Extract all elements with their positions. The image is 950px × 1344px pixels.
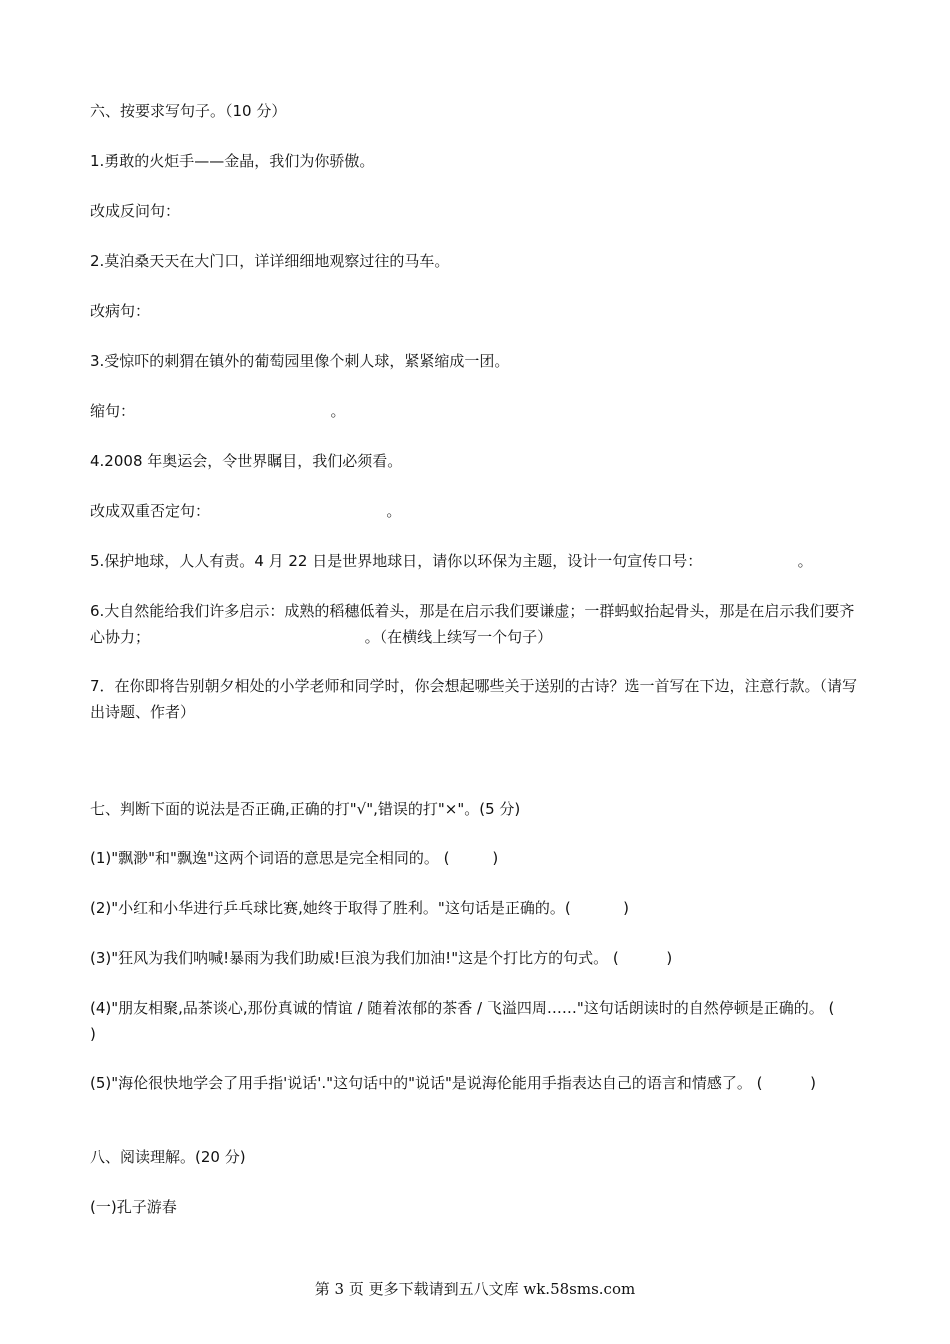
section7-heading: 七、判断下面的说法是否正确,正确的打"√",错误的打"×"。(5 分) [90,800,521,818]
question-5: 5.保护地球，人人有责。4 月 22 日是世界地球日，请你以环保为主题，设计一句宣传口号： 。 [90,552,813,570]
judgement-item-5: (5)"海伦很快地学会了用手指'说话'."这句话中的"说话"是说海伦能用手指表达自己的语言和情感了。 ( ) [90,1074,817,1092]
judgement-item-1: (1)"飘渺"和"飘逸"这两个词语的意思是完全相同的。 ( ) [90,849,499,867]
judgement-item-2: (2)"小红和小华进行乒乓球比赛,她终于取得了胜利。"这句话是正确的。( ) [90,899,629,917]
question-2-task: 改病句： [90,302,151,320]
question-4: 4.2008 年奥运会，令世界瞩目，我们必须看。 [90,452,403,470]
section8-heading: 八、阅读理解。(20 分) [90,1148,246,1166]
judgement-item-4: (4)"朋友相聚,品茶谈心,那份真诚的情谊 / 随着浓郁的茶香 / 飞溢四周……"这句话朗读时的自然停顿是正确的。 ( ) [90,999,878,1043]
question-4-task: 改成双重否定句： 。 [90,502,402,520]
question-7: 7．在你即将告别朝夕相处的小学老师和同学时，你会想起哪些关于送别的古诗？选一首写在下边，注意行款。（请写出诗题、作者） [90,677,858,721]
question-1-task: 改成反问句： [90,202,181,220]
section6-heading: 六、按要求写句子。（10 分） [90,102,287,120]
question-1: 1.勇敢的火炬手——金晶，我们为你骄傲。 [90,152,375,170]
reading-passage-title: (一)孔子游春 [90,1198,177,1216]
question-2: 2.莫泊桑天天在大门口，详详细细地观察过往的马车。 [90,252,450,270]
question-6: 6.大自然能给我们许多启示：成熟的稻穗低着头，那是在启示我们要谦虚；一群蚂蚁抬起骨头，那是在启示我们要齐心协力； 。（在横线上续写一个句子） [90,602,855,646]
judgement-item-3: (3)"狂风为我们呐喊!暴雨为我们助威!巨浪为我们加油!"这是个打比方的句式。 ( ) [90,949,673,967]
question-3: 3.受惊吓的刺猬在镇外的葡萄园里像个刺人球，紧紧缩成一团。 [90,352,510,370]
question-3-task: 缩句： 。 [90,402,346,420]
page-footer: 第 3 页 更多下载请到五八文库 wk.58sms.com [314,1280,636,1298]
